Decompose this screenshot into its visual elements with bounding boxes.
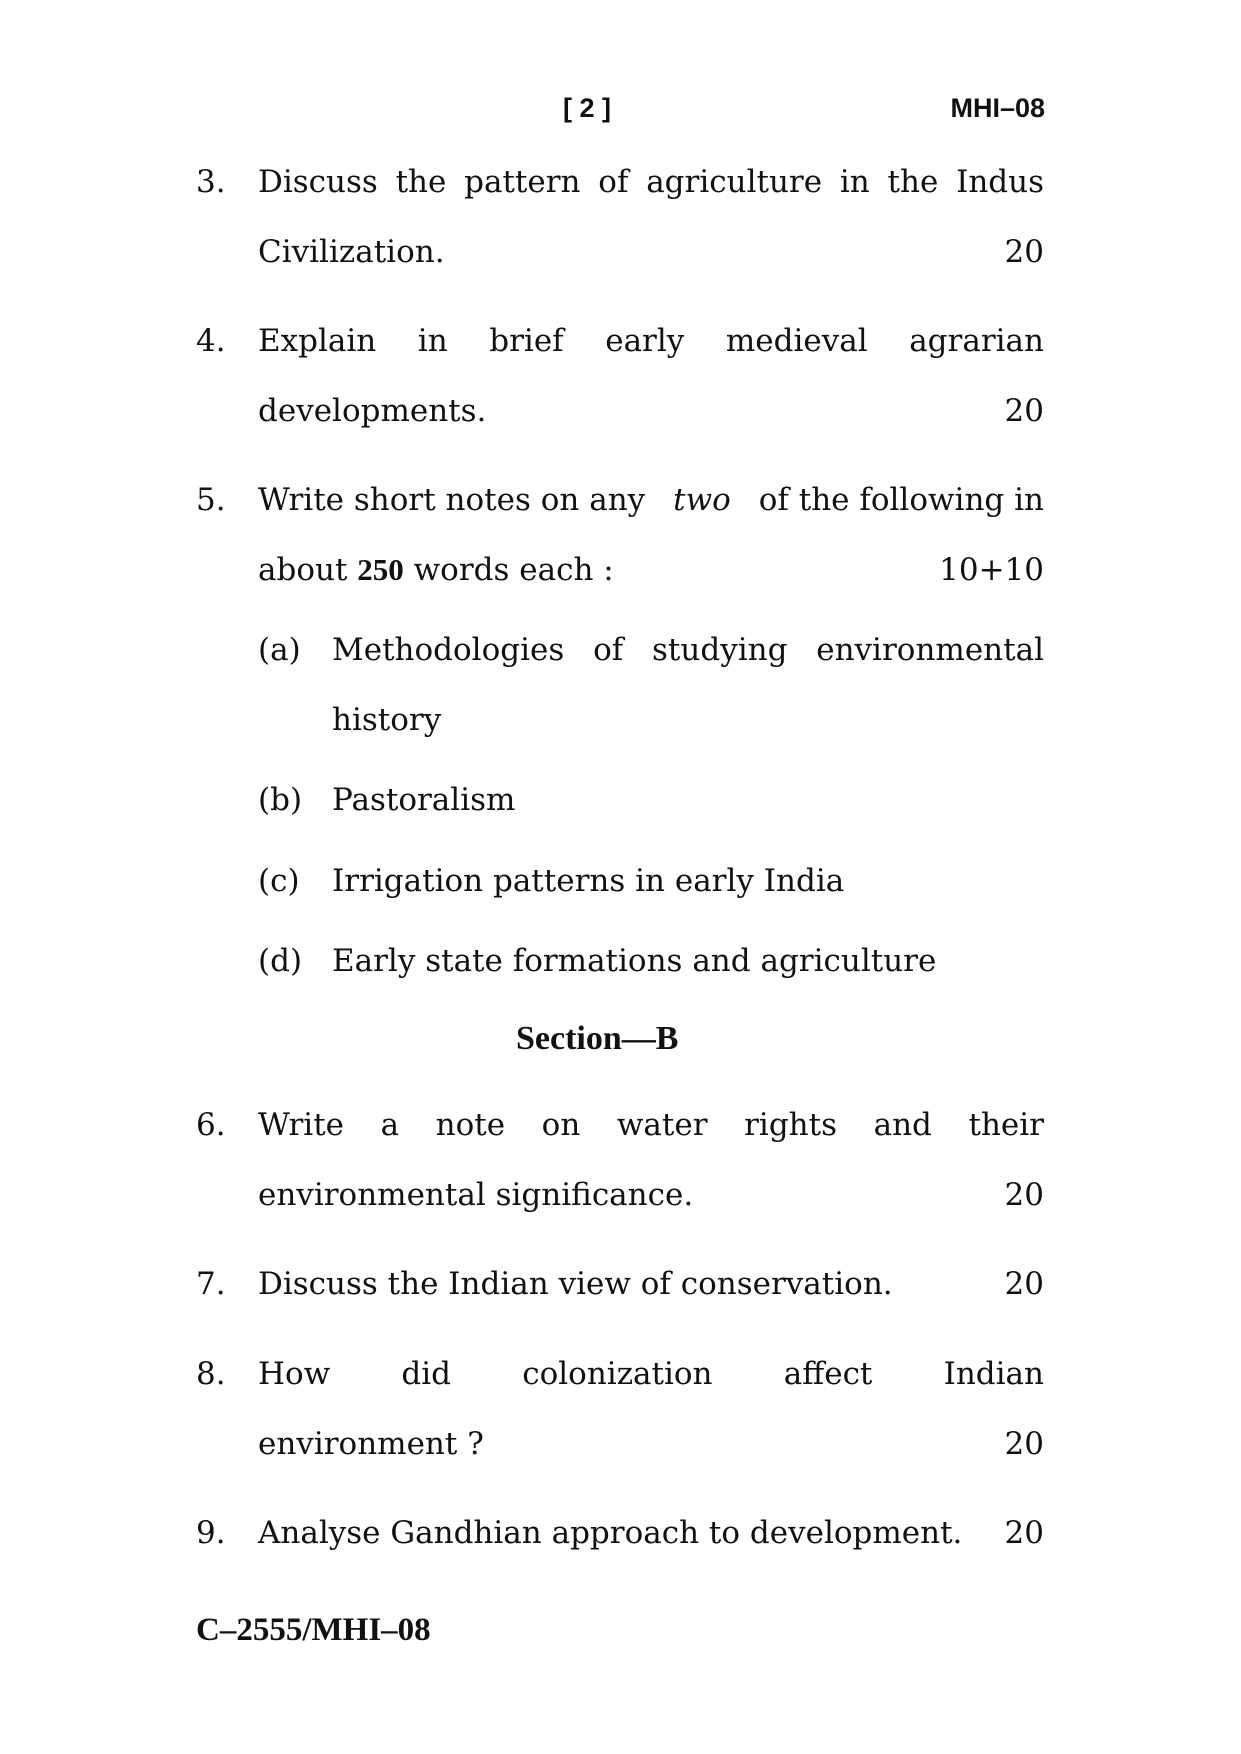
question-marks: 10+10 (939, 552, 1044, 588)
question-number: 7. (196, 1266, 226, 1302)
question-text (258, 321, 1044, 361)
word: affect (783, 1356, 873, 1392)
text-segment: of the following in (748, 482, 1044, 518)
question-text-cont (258, 550, 614, 590)
question-marks: 20 (1004, 1515, 1044, 1551)
question-text: Discuss the pattern of agriculture in the Indus (258, 164, 1044, 200)
word: Explain (258, 323, 377, 359)
question-marks: 20 (1004, 1426, 1044, 1462)
question-text-cont: environmental significance. (258, 1177, 694, 1213)
word: rights (744, 1107, 838, 1143)
word: note (435, 1107, 506, 1143)
word-count: 250 (357, 552, 404, 587)
word: and (873, 1107, 932, 1143)
word: medieval (725, 323, 868, 359)
word: a (380, 1107, 400, 1143)
question-text (258, 480, 1044, 520)
word: of (593, 632, 624, 668)
word: studying (652, 632, 788, 668)
word: colonization (522, 1356, 713, 1392)
word: environmental (816, 632, 1044, 668)
paper-code: MHI–08 (950, 93, 1045, 123)
question-marks: 20 (1004, 234, 1044, 270)
question-text (258, 1105, 1044, 1145)
word: brief (489, 323, 564, 359)
subitem-text: Pastoralism (332, 782, 516, 818)
word: How (258, 1356, 331, 1392)
word: water (616, 1107, 708, 1143)
word: early (605, 323, 685, 359)
question-text: Discuss the Indian view of conservation. (258, 1266, 893, 1302)
word: in (417, 323, 448, 359)
question-text-cont: environment ? (258, 1426, 484, 1462)
question-number: 8. (196, 1356, 226, 1392)
question-number: 4. (196, 323, 226, 359)
subitem-text: Irrigation patterns in early India (332, 863, 845, 899)
question-number: 6. (196, 1107, 226, 1143)
subitem-label: (a) (258, 632, 301, 668)
word: Indian (943, 1356, 1044, 1392)
subitem-label: (c) (258, 863, 300, 899)
text-segment: about (258, 552, 358, 588)
word: on (541, 1107, 581, 1143)
word: agrarian (909, 323, 1044, 359)
question-text (258, 1354, 1044, 1394)
question-number: 3. (196, 164, 226, 200)
word: their (968, 1107, 1044, 1143)
word: did (401, 1356, 452, 1392)
page-number: [ 2 ] (563, 93, 612, 123)
word: Write (258, 1107, 345, 1143)
footer-code: C–2555/MHI–08 (196, 1612, 431, 1648)
word: Methodologies (332, 632, 565, 668)
question-marks: 20 (1004, 1266, 1044, 1302)
subitem-text (332, 630, 1044, 670)
question-text: Analyse Gandhian approach to development. (258, 1515, 963, 1551)
text-segment: Write short notes on any (258, 482, 656, 518)
text-segment: words each : (403, 552, 614, 588)
emphasis: two (673, 482, 731, 518)
subitem-label: (b) (258, 782, 303, 818)
question-number: 9. (196, 1515, 226, 1551)
subitem-label: (d) (258, 943, 303, 979)
question-number: 5. (196, 482, 226, 518)
subitem-text: Early state formations and agriculture (332, 943, 937, 979)
subitem-text-cont: history (332, 702, 442, 738)
question-marks: 20 (1004, 393, 1044, 429)
question-text-cont: developments. (258, 393, 487, 429)
question-text-cont: Civilization. (258, 234, 445, 270)
question-marks: 20 (1004, 1177, 1044, 1213)
section-title: Section—B (516, 1020, 679, 1057)
